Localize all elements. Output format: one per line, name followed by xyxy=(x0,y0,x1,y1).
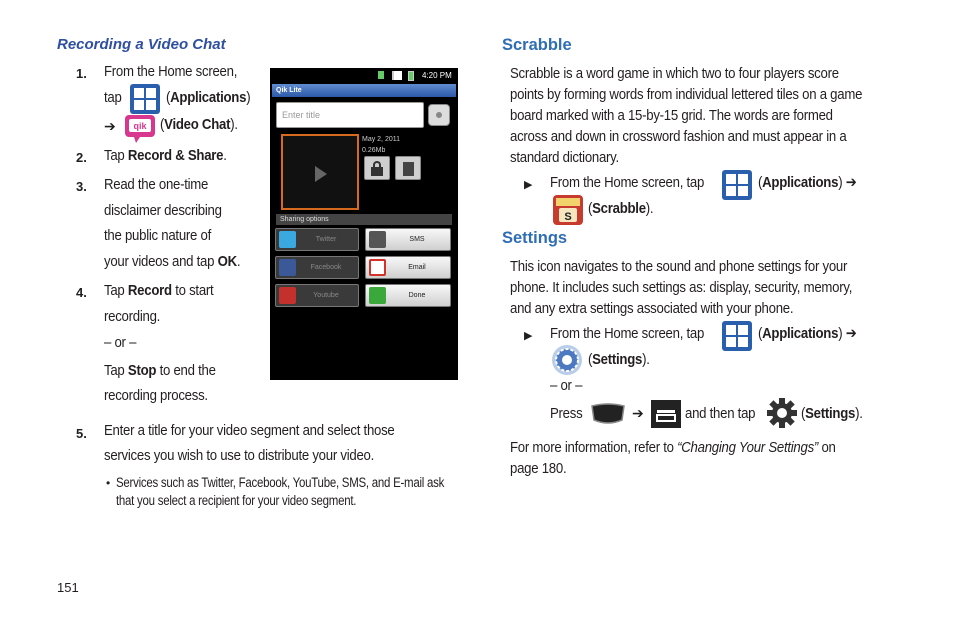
done-button[interactable]: Done xyxy=(365,284,451,307)
share-email-button[interactable]: Email xyxy=(365,256,451,279)
paragraph-line: This icon navigates to the sound and phone settings for your xyxy=(510,258,848,275)
step-number: 1. xyxy=(76,66,87,81)
step-text: your videos and tap OK. xyxy=(104,253,241,270)
battery-icon xyxy=(408,71,414,81)
svg-text:qik: qik xyxy=(133,121,147,131)
paragraph-line: across and down in crossword fashion and must appear in a xyxy=(510,128,847,145)
step-text: (Scrabble). xyxy=(588,200,654,217)
arrow-glyph: ➔ xyxy=(845,174,857,191)
share-twitter-button[interactable]: Twitter xyxy=(275,228,359,251)
section-heading-settings: Settings xyxy=(502,229,568,247)
trash-icon xyxy=(403,162,414,176)
settings-label: Settings xyxy=(805,405,856,422)
lock-button[interactable] xyxy=(364,156,390,180)
step-text: Tap Record & Share. xyxy=(104,147,227,164)
network-bars-icon xyxy=(392,71,402,80)
status-bar xyxy=(270,68,458,84)
delete-button[interactable] xyxy=(395,156,421,180)
svg-text:S: S xyxy=(564,211,572,223)
step-text: recording. xyxy=(104,308,161,325)
bullet-mark: • xyxy=(106,476,111,490)
bullet-triangle: ▶ xyxy=(524,179,533,191)
camera-icon[interactable] xyxy=(428,104,450,126)
video-chat-label: Video Chat xyxy=(164,116,231,133)
step-text: From the Home screen, xyxy=(104,63,238,80)
share-facebook-button[interactable]: Facebook xyxy=(275,256,359,279)
bullet-text: Services such as Twitter, Facebook, YouTube, SMS, and E-mail ask xyxy=(116,475,445,490)
step-text: disclaimer describing xyxy=(104,202,222,219)
signal-icon xyxy=(378,71,384,79)
status-time: 4:20 PM xyxy=(422,71,452,80)
step-text: Enter a title for your video segment and select those xyxy=(104,422,395,439)
paragraph-line: phone. It includes such settings as: display, security, memory, xyxy=(510,279,853,296)
step-text: (Applications) ➔ xyxy=(758,325,857,342)
play-icon xyxy=(315,166,327,182)
step-text: and then tap xyxy=(685,405,756,422)
applications-label: Applications xyxy=(170,89,247,106)
paragraph-line: standard dictionary. xyxy=(510,149,619,166)
video-date: May 2, 2011 xyxy=(362,136,401,143)
title-input[interactable]: Enter title xyxy=(276,102,424,128)
step-text: Press xyxy=(550,405,583,422)
settings-gear-icon xyxy=(767,398,797,433)
arrow-glyph: ➔ xyxy=(104,118,116,134)
or-separator: – or – xyxy=(104,334,137,351)
section-heading-scrabble: Scrabble xyxy=(502,36,572,54)
step-text: (Applications) ➔ xyxy=(758,174,857,191)
paragraph-line: board marked with a 15-by-15 grid. The words are formed xyxy=(510,107,833,124)
cross-reference-link: “Changing Your Settings” xyxy=(677,439,819,456)
settings-label: Settings xyxy=(592,351,643,368)
step-text: the public nature of xyxy=(104,227,212,244)
video-meta xyxy=(362,134,400,156)
step-text: From the Home screen, tap xyxy=(550,325,705,342)
step-text: tap xyxy=(104,89,122,106)
step-text: recording process. xyxy=(104,387,208,404)
paragraph-line: and any extra settings associated with your phone. xyxy=(510,300,794,317)
video-size: 0.26Mb xyxy=(362,147,386,154)
bullet-triangle: ▶ xyxy=(524,330,533,342)
step-text: (Settings). xyxy=(801,405,863,422)
step-number: 5. xyxy=(76,426,87,441)
bullet-text: that you select a recipient for your video segment. xyxy=(116,493,357,508)
step-text: (Settings). xyxy=(588,351,650,368)
section-heading-recording-video-chat: Recording a Video Chat xyxy=(57,36,226,53)
scrabble-label: Scrabble xyxy=(592,200,646,217)
twitter-icon xyxy=(279,231,296,248)
step-text: services you wish to use to distribute your video. xyxy=(104,447,375,464)
step-number: 2. xyxy=(76,150,87,165)
menu-icon xyxy=(651,400,681,433)
step-number: 4. xyxy=(76,285,87,300)
applications-label: Applications xyxy=(762,174,839,191)
menu-key-icon xyxy=(590,402,626,431)
scrabble-icon xyxy=(553,195,583,230)
paragraph-line: Scrabble is a word game in which two to four players score xyxy=(510,65,839,82)
applications-icon xyxy=(722,170,752,205)
share-sms-button[interactable]: SMS xyxy=(365,228,451,251)
youtube-icon xyxy=(279,287,296,304)
reference-text: page 180. xyxy=(510,460,567,477)
or-separator: – or – xyxy=(550,377,583,394)
step-text: From the Home screen, tap xyxy=(550,174,705,191)
step-text: Read the one-time xyxy=(104,176,209,193)
step-text: (Video Chat). xyxy=(160,116,238,133)
arrow-glyph: ➔ xyxy=(632,405,644,421)
arrow-glyph: ➔ xyxy=(845,325,857,342)
page-number: 151 xyxy=(57,580,79,595)
checkmark-icon xyxy=(369,287,386,304)
step-number: 3. xyxy=(76,179,87,194)
step-text: (Applications) xyxy=(166,89,251,106)
sharing-options-label: Sharing options xyxy=(276,214,452,225)
facebook-icon xyxy=(279,259,296,276)
reference-text: For more information, refer to “Changing Your Settings” on xyxy=(510,439,836,456)
video-thumbnail[interactable] xyxy=(281,134,359,210)
gmail-icon xyxy=(369,259,386,276)
applications-icon xyxy=(722,321,752,356)
app-title-bar: Qik Lite xyxy=(272,84,456,97)
sms-icon xyxy=(369,231,386,248)
phone-screenshot xyxy=(270,68,458,380)
step-text: Tap Stop to end the xyxy=(104,362,216,379)
step-text: Tap Record to start xyxy=(104,282,214,299)
paragraph-line: points by forming words from individual lettered tiles on a game xyxy=(510,86,863,103)
applications-label: Applications xyxy=(762,325,839,342)
share-youtube-button[interactable]: Youtube xyxy=(275,284,359,307)
